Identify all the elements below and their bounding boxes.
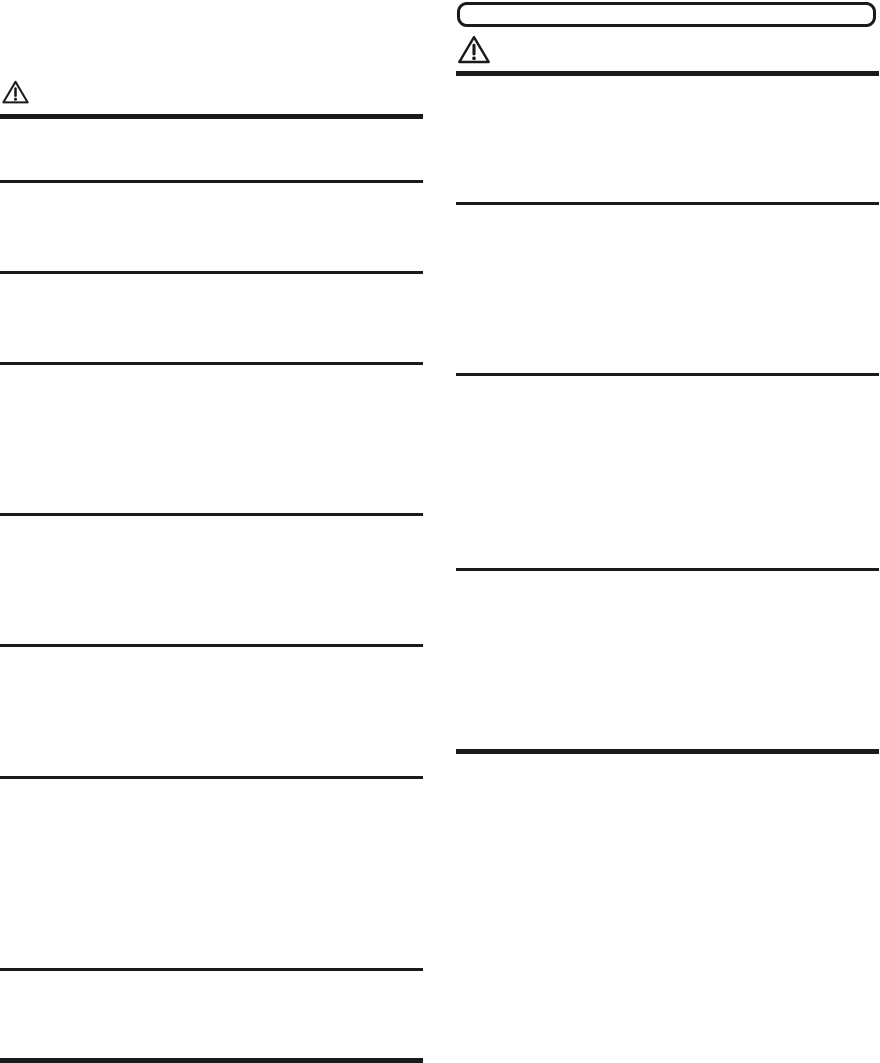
separator-rule-thin — [456, 568, 879, 571]
separator-rule-thin — [0, 644, 423, 647]
separator-rule-thin — [0, 362, 423, 365]
left-column — [0, 0, 423, 1063]
warning-triangle-icon — [2, 77, 29, 107]
section-rule-thick — [456, 71, 879, 76]
separator-rule-thin — [0, 776, 423, 779]
section-rule-thick — [0, 1058, 423, 1063]
separator-rule-thin — [0, 180, 423, 183]
separator-rule-thin — [456, 202, 879, 205]
right-column — [456, 0, 879, 1063]
separator-rule-thin — [456, 373, 879, 376]
warning-triangle-icon — [457, 35, 491, 64]
section-rule-thick — [456, 749, 879, 754]
separator-rule-thin — [0, 513, 423, 516]
title-box — [457, 2, 876, 27]
separator-rule-thin — [0, 968, 423, 971]
separator-rule-thin — [0, 271, 423, 274]
section-rule-thick — [0, 114, 423, 119]
